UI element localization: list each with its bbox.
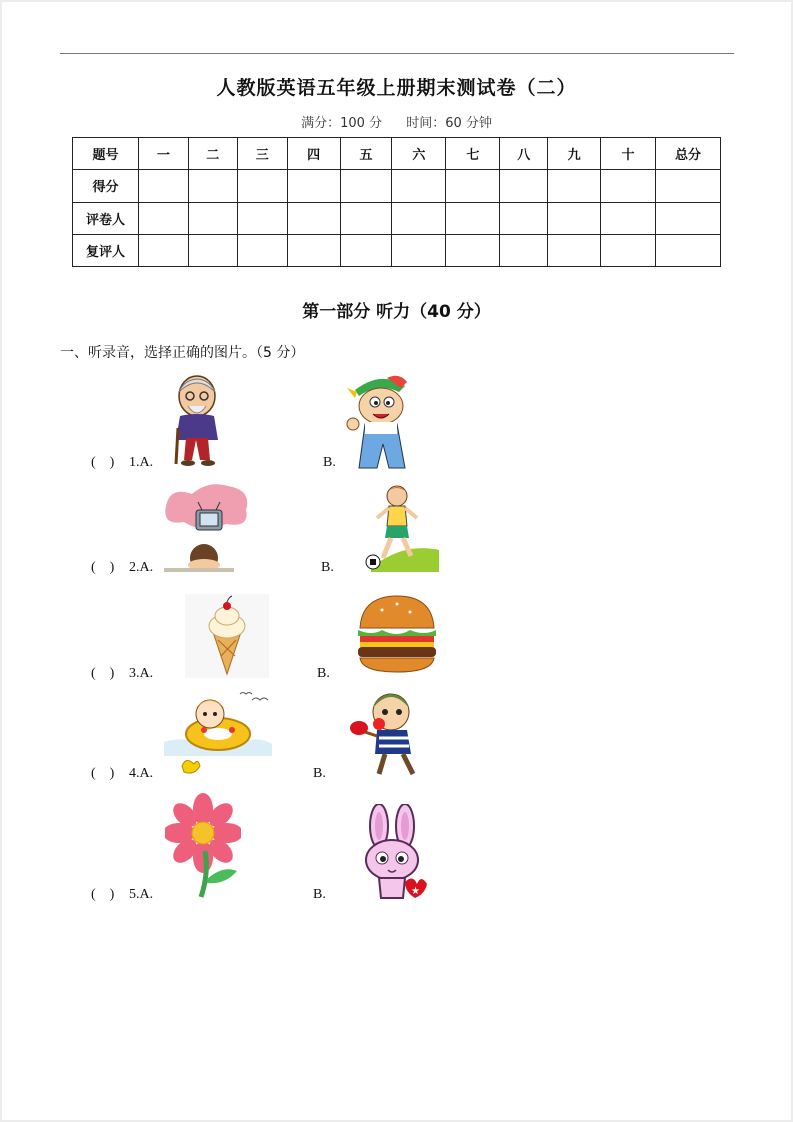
ice-cream-cone-icon (185, 594, 269, 678)
option-b-label: B. (317, 666, 330, 681)
score-cell[interactable] (548, 234, 601, 266)
score-cell[interactable] (287, 170, 340, 202)
question-1 (91, 455, 153, 471)
score-cell[interactable] (237, 234, 287, 266)
option-b-label: B. (313, 766, 326, 781)
score-cell[interactable] (656, 234, 721, 266)
svg-text:★: ★ (411, 886, 420, 897)
header-cell: 三 (237, 138, 287, 170)
score-cell[interactable] (287, 202, 340, 234)
answer-blank[interactable]: ( ) (91, 560, 115, 575)
exam-time: 时间：60 分钟 (406, 116, 492, 131)
option-b-label: B. (313, 887, 326, 902)
question-label: 5.A. (129, 887, 154, 902)
reviewer-row (73, 234, 721, 266)
section-title: 一、听录音，选择正确的图片。（5 分） (60, 345, 305, 361)
question-2 (91, 560, 153, 576)
score-cell[interactable] (188, 202, 237, 234)
score-cell[interactable] (392, 202, 446, 234)
question-label: 4.A. (129, 766, 154, 781)
score-cell[interactable] (548, 170, 601, 202)
header-cell: 四 (287, 138, 340, 170)
part-title: 第一部分 听力（40 分） (302, 302, 491, 322)
boy-playing-football-icon (363, 482, 439, 574)
answer-blank[interactable]: ( ) (91, 666, 115, 681)
old-man-with-cane-icon (162, 372, 232, 468)
score-cell[interactable] (340, 170, 392, 202)
girl-swimming-ring-icon (164, 686, 274, 778)
header-cell: 五 (340, 138, 392, 170)
pink-flower-icon (165, 793, 241, 899)
exam-meta (0, 112, 793, 131)
sleeping-boy-dreaming-tv-icon (162, 480, 252, 574)
score-cell[interactable] (656, 202, 721, 234)
answer-blank[interactable]: ( ) (91, 766, 115, 781)
row-label: 复评人 (73, 234, 139, 266)
header-cell: 二 (188, 138, 237, 170)
score-cell[interactable] (656, 170, 721, 202)
pink-rabbit-icon (355, 804, 429, 900)
row-label: 评卷人 (73, 202, 139, 234)
score-cell[interactable] (500, 234, 548, 266)
header-cell: 题号 (73, 138, 139, 170)
option-b-label: B. (321, 560, 334, 575)
score-cell[interactable] (548, 202, 601, 234)
score-cell[interactable] (601, 202, 656, 234)
score-row (73, 170, 721, 202)
answer-blank[interactable]: ( ) (91, 887, 115, 902)
score-cell[interactable] (601, 170, 656, 202)
question-5 (91, 887, 153, 903)
score-cell[interactable] (138, 202, 188, 234)
score-cell[interactable] (446, 202, 500, 234)
header-rule (60, 53, 734, 54)
score-cell[interactable] (188, 170, 237, 202)
question-label: 2.A. (129, 560, 154, 575)
header-cell: 七 (446, 138, 500, 170)
score-cell[interactable] (287, 234, 340, 266)
score-table (72, 137, 721, 267)
answer-blank[interactable]: ( ) (91, 455, 115, 470)
page-title: 人教版英语五年级上册期末测试卷（二） (216, 77, 577, 99)
full-score: 满分：100 分 (301, 116, 383, 131)
header-cell: 六 (392, 138, 446, 170)
header-cell: 总分 (656, 138, 721, 170)
score-cell[interactable] (446, 234, 500, 266)
score-table-header-row (73, 138, 721, 170)
header-cell: 九 (548, 138, 601, 170)
question-3 (91, 666, 153, 682)
boy-with-cap-thumbs-up-icon (343, 372, 415, 470)
question-4 (91, 766, 153, 782)
grader-row (73, 202, 721, 234)
score-cell[interactable] (392, 234, 446, 266)
score-cell[interactable] (237, 202, 287, 234)
score-cell[interactable] (188, 234, 237, 266)
question-label: 1.A. (129, 455, 154, 470)
hamburger-icon (352, 588, 442, 678)
score-cell[interactable] (138, 170, 188, 202)
score-cell[interactable] (446, 170, 500, 202)
question-label: 3.A. (129, 666, 154, 681)
row-label: 得分 (73, 170, 139, 202)
header-cell: 八 (500, 138, 548, 170)
option-b-label: B. (323, 455, 336, 470)
score-cell[interactable] (340, 202, 392, 234)
header-cell: 十 (601, 138, 656, 170)
score-cell[interactable] (601, 234, 656, 266)
boy-ping-pong-icon (345, 688, 435, 778)
score-cell[interactable] (500, 170, 548, 202)
score-cell[interactable] (237, 170, 287, 202)
score-cell[interactable] (392, 170, 446, 202)
header-cell: 一 (138, 138, 188, 170)
score-cell[interactable] (138, 234, 188, 266)
score-cell[interactable] (500, 202, 548, 234)
score-cell[interactable] (340, 234, 392, 266)
